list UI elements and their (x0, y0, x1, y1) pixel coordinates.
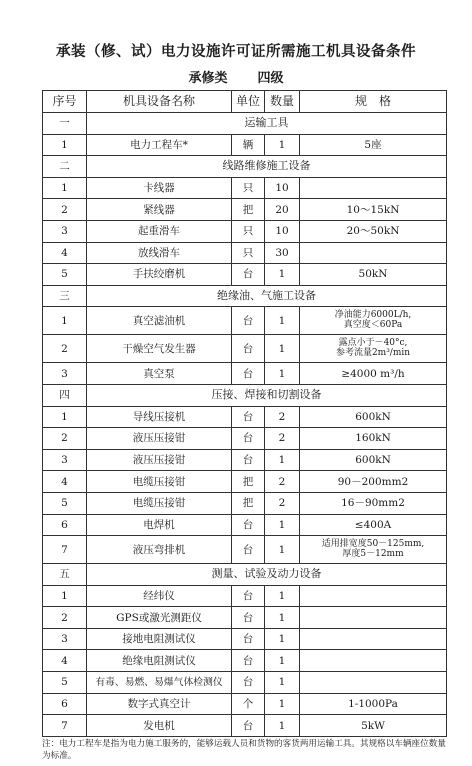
header-no: 序号 (43, 91, 87, 113)
cell-spec: ≤400A (300, 514, 447, 536)
cell-qty: 2 (265, 471, 300, 493)
cell-spec: 净油能力6000L/h, 真空度＜60Pa (300, 307, 447, 335)
cell-unit: 把 (232, 471, 265, 493)
cell-name: 电力工程车* (87, 134, 232, 156)
cell-qty: 1 (265, 607, 300, 629)
cell-number: 4 (43, 650, 87, 672)
cell-spec: 600kN (300, 406, 447, 428)
cell-spec (300, 672, 447, 694)
cell-qty: 1 (265, 264, 300, 286)
cell-number: 3 (43, 220, 87, 242)
table-row (43, 335, 447, 363)
page-subtitle (0, 67, 472, 86)
cell-number: 2 (43, 607, 87, 629)
section-row (43, 156, 447, 178)
cell-unit: 台 (232, 514, 265, 536)
cell-spec: 适用排宽度50－125mm, 厚度5－12mm (300, 536, 447, 564)
cell-name: 数字式真空计 (87, 693, 232, 715)
cell-qty: 1 (265, 134, 300, 156)
cell-name: 干燥空气发生器 (87, 335, 232, 363)
cell-qty: 1 (265, 672, 300, 694)
cell-qty: 2 (265, 492, 300, 514)
cell-number: 5 (43, 672, 87, 694)
cell-spec: 90－200mm2 (300, 471, 447, 493)
cell-qty: 1 (265, 628, 300, 650)
cell-unit: 只 (232, 177, 265, 199)
section-title: 线路维修施工设备 (87, 156, 447, 178)
section-row (43, 384, 447, 406)
cell-unit: 辆 (232, 134, 265, 156)
cell-number: 1 (43, 585, 87, 607)
cell-unit: 台 (232, 363, 265, 385)
cell-name: 卡线器 (87, 177, 232, 199)
cell-spec: 16－90mm2 (300, 492, 447, 514)
cell-unit: 台 (232, 428, 265, 450)
header-spec: 规 格 (300, 91, 447, 113)
table-row (43, 264, 447, 286)
table-row (43, 514, 447, 536)
section-title: 测量、试验及动力设备 (87, 564, 447, 586)
cell-spec (300, 650, 447, 672)
section-row (43, 285, 447, 307)
cell-qty: 2 (265, 428, 300, 450)
cell-spec: 600kN (300, 449, 447, 471)
cell-name: 电缆压接钳 (87, 492, 232, 514)
cell-name: 接地电阻测试仪 (87, 628, 232, 650)
section-number: 三 (43, 285, 87, 307)
cell-number: 7 (43, 536, 87, 564)
cell-name: 经纬仪 (87, 585, 232, 607)
section-title: 绝缘油、气施工设备 (87, 285, 447, 307)
cell-number: 5 (43, 264, 87, 286)
table-row (43, 177, 447, 199)
footnote: 注：电力工程车是指为电力施工服务的，能够运载人员和货物的客货两用运输工具。其规格以车辆座位数量为标准。 (42, 739, 446, 761)
table-row (43, 650, 447, 672)
cell-number: 6 (43, 514, 87, 536)
cell-spec (300, 242, 447, 264)
equipment-table (42, 90, 447, 737)
cell-qty: 1 (265, 536, 300, 564)
cell-unit: 台 (232, 335, 265, 363)
section-number: 五 (43, 564, 87, 586)
cell-spec: 露点小于－40°c, 参考流量2m³/min (300, 335, 447, 363)
cell-name: 液压弯排机 (87, 536, 232, 564)
cell-number: 3 (43, 363, 87, 385)
table-row (43, 307, 447, 335)
cell-name: 真空泵 (87, 363, 232, 385)
table-row (43, 536, 447, 564)
cell-spec: 50kN (300, 264, 447, 286)
cell-name: 绝缘电阻测试仪 (87, 650, 232, 672)
cell-unit: 把 (232, 492, 265, 514)
cell-number: 1 (43, 406, 87, 428)
header-qty: 数量 (265, 91, 300, 113)
table-row (43, 471, 447, 493)
cell-qty: 30 (265, 242, 300, 264)
table-row (43, 492, 447, 514)
cell-unit: 台 (232, 449, 265, 471)
section-row (43, 564, 447, 586)
category-label: 承修类 (188, 71, 228, 86)
cell-spec (300, 585, 447, 607)
section-number: 二 (43, 156, 87, 178)
cell-unit: 台 (232, 672, 265, 694)
cell-number: 5 (43, 492, 87, 514)
cell-qty: 1 (265, 363, 300, 385)
cell-spec (300, 607, 447, 629)
cell-qty: 1 (265, 307, 300, 335)
cell-number: 2 (43, 335, 87, 363)
cell-qty: 10 (265, 220, 300, 242)
table-row (43, 406, 447, 428)
cell-unit: 个 (232, 693, 265, 715)
cell-name: 手扶绞磨机 (87, 264, 232, 286)
cell-number: 7 (43, 715, 87, 737)
cell-qty: 1 (265, 715, 300, 737)
cell-unit: 台 (232, 536, 265, 564)
header-name: 机具设备名称 (87, 91, 232, 113)
cell-name: 有毒、易燃、易爆气体检测仪 (87, 672, 232, 694)
cell-qty: 1 (265, 650, 300, 672)
cell-name: 起重滑车 (87, 220, 232, 242)
table-row (43, 428, 447, 450)
cell-unit: 台 (232, 264, 265, 286)
cell-number: 1 (43, 134, 87, 156)
cell-name: 放线滑车 (87, 242, 232, 264)
table-row (43, 242, 447, 264)
table-row (43, 628, 447, 650)
cell-qty: 1 (265, 693, 300, 715)
cell-name: 紧线器 (87, 199, 232, 221)
cell-qty: 1 (265, 335, 300, 363)
cell-number: 3 (43, 449, 87, 471)
table-row (43, 449, 447, 471)
cell-unit: 只 (232, 242, 265, 264)
cell-number: 4 (43, 242, 87, 264)
cell-unit: 台 (232, 715, 265, 737)
cell-name: 真空滤油机 (87, 307, 232, 335)
table-row (43, 607, 447, 629)
cell-name: 发电机 (87, 715, 232, 737)
cell-qty: 20 (265, 199, 300, 221)
cell-name: GPS或激光测距仪 (87, 607, 232, 629)
cell-spec (300, 177, 447, 199)
cell-spec: 160kN (300, 428, 447, 450)
section-row (43, 113, 447, 135)
header-row (43, 91, 447, 113)
section-number: 四 (43, 384, 87, 406)
cell-qty: 1 (265, 449, 300, 471)
cell-number: 1 (43, 177, 87, 199)
section-number: 一 (43, 113, 87, 135)
table-row (43, 363, 447, 385)
cell-unit: 台 (232, 406, 265, 428)
table-row (43, 220, 447, 242)
cell-qty: 1 (265, 585, 300, 607)
cell-spec: 1-1000Pa (300, 693, 447, 715)
cell-spec (300, 628, 447, 650)
header-unit: 单位 (232, 91, 265, 113)
cell-number: 2 (43, 199, 87, 221)
cell-unit: 只 (232, 220, 265, 242)
cell-unit: 台 (232, 628, 265, 650)
table-row (43, 585, 447, 607)
table-row (43, 693, 447, 715)
page-title: 承装（修、试）电力设施许可证所需施工机具设备条件 (56, 43, 416, 60)
cell-number: 6 (43, 693, 87, 715)
cell-spec: 20～50kN (300, 220, 447, 242)
cell-number: 1 (43, 307, 87, 335)
cell-qty: 10 (265, 177, 300, 199)
cell-unit: 台 (232, 607, 265, 629)
table-row (43, 134, 447, 156)
table-row (43, 672, 447, 694)
cell-spec: ≥4000 m³/h (300, 363, 447, 385)
cell-number: 2 (43, 428, 87, 450)
equipment-table-body (43, 91, 447, 737)
cell-spec: 10～15kN (300, 199, 447, 221)
cell-name: 电缆压接钳 (87, 471, 232, 493)
grade-label: 四级 (257, 71, 284, 86)
cell-name: 导线压接机 (87, 406, 232, 428)
table-row (43, 199, 447, 221)
cell-qty: 1 (265, 514, 300, 536)
cell-unit: 台 (232, 650, 265, 672)
section-title: 运输工具 (87, 113, 447, 135)
cell-spec: 5座 (300, 134, 447, 156)
cell-name: 液压压接钳 (87, 449, 232, 471)
table-row (43, 715, 447, 737)
cell-qty: 2 (265, 406, 300, 428)
cell-unit: 台 (232, 585, 265, 607)
cell-number: 4 (43, 471, 87, 493)
cell-number: 3 (43, 628, 87, 650)
cell-name: 液压压接钳 (87, 428, 232, 450)
cell-spec: 5kW (300, 715, 447, 737)
section-title: 压接、焊接和切割设备 (87, 384, 447, 406)
cell-unit: 把 (232, 199, 265, 221)
cell-unit: 台 (232, 307, 265, 335)
cell-name: 电焊机 (87, 514, 232, 536)
